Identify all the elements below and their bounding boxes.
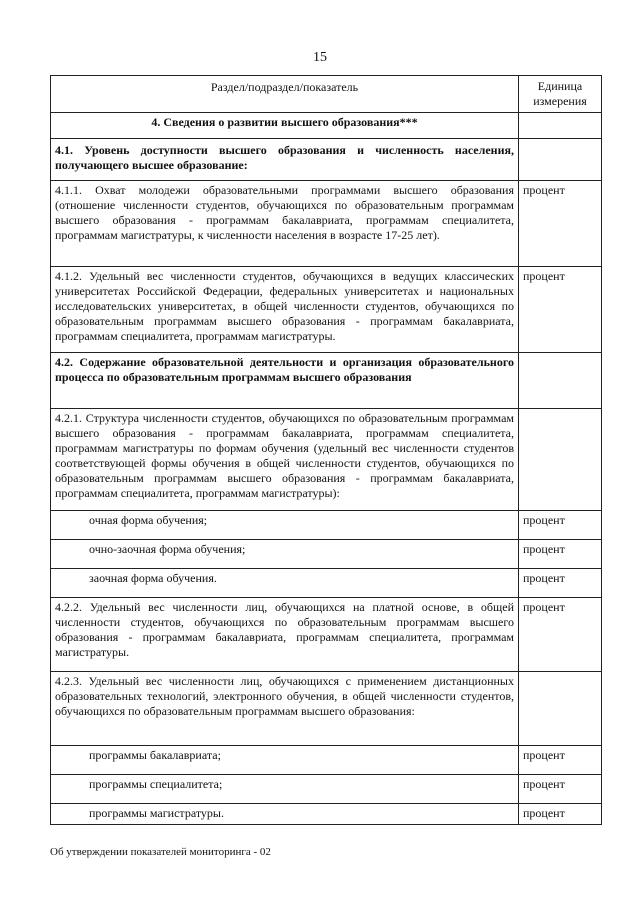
table-row: [51, 267, 602, 353]
row-correspondence-text: заочная форма обучения.: [51, 569, 519, 598]
row-4-1-1-unit: процент: [519, 181, 602, 267]
page-number: 15: [313, 50, 327, 65]
table-row: [51, 746, 602, 775]
row-full-time-unit: процент: [519, 511, 602, 540]
table-row: [51, 569, 602, 598]
row-bachelor-text: программы бакалавриата;: [51, 746, 519, 775]
table-row: [51, 672, 602, 746]
table-row: [51, 775, 602, 804]
document-footer: Об утверждении показателей мониторинга - 02: [50, 846, 271, 858]
table-row: [51, 540, 602, 569]
row-4-2-1-unit: [519, 409, 602, 511]
header-unit: Единица измерения: [519, 76, 602, 113]
row-4-2-text: 4.2. Содержание образовательной деятельности и организация образовательного процесса по образовательным программам высшего образования: [51, 353, 519, 409]
indicator-table: [50, 75, 602, 825]
section-title-unit: [519, 113, 602, 139]
row-4-1-text: 4.1. Уровень доступности высшего образования и численность населения, получающего высшее образование:: [51, 139, 519, 181]
row-4-2-3-text: 4.2.3. Удельный вес численности лиц, обучающихся с применением дистанционных образовательных технологий, электронного обучения, в общей численности студентов, обучающихся по образовательным программам высшего образования:: [51, 672, 519, 746]
row-4-2-2-text: 4.2.2. Удельный вес численности лиц, обучающихся на платной основе, в общей численности студентов, обучающихся по образовательным программам высшего образования - программам бакалавриата, программам специалитета, программам магистратуры.: [51, 598, 519, 672]
table-row: [51, 511, 602, 540]
row-4-1-unit: [519, 139, 602, 181]
table-row: [51, 139, 602, 181]
row-master-unit: процент: [519, 804, 602, 825]
row-4-2-3-unit: [519, 672, 602, 746]
row-full-time-text: очная форма обучения;: [51, 511, 519, 540]
table-header-row: [51, 76, 602, 113]
row-bachelor-unit: процент: [519, 746, 602, 775]
section-title: 4. Сведения о развитии высшего образования***: [51, 113, 519, 139]
table-row: [51, 353, 602, 409]
row-4-2-unit: [519, 353, 602, 409]
row-part-time-unit: процент: [519, 540, 602, 569]
row-4-2-1-text: 4.2.1. Структура численности студентов, обучающихся по образовательным программам высшего образования - программам бакалавриата, программам специалитета, программам магистратуры по формам обучения (удельный вес численности студентов соответствующей формы обучения в общей численности студентов, обучающихся по образовательным программам высшего образования - программам бакалавриата, программам специалитета, программам магистратуры):: [51, 409, 519, 511]
row-4-1-2-text: 4.1.2. Удельный вес численности студентов, обучающихся в ведущих классических университетах Российской Федерации, федеральных университетах и национальных исследовательских университетах, в общей численности студентов, обучающихся по образовательным программам высшего образования - программам бакалавриата, программам специалитета, программам магистратуры.: [51, 267, 519, 353]
section-title-row: [51, 113, 602, 139]
table-row: [51, 181, 602, 267]
row-correspondence-unit: процент: [519, 569, 602, 598]
table-row: [51, 409, 602, 511]
row-specialist-unit: процент: [519, 775, 602, 804]
header-section-indicator: Раздел/подраздел/показатель: [51, 76, 519, 113]
table-row: [51, 598, 602, 672]
row-4-1-1-text: 4.1.1. Охват молодежи образовательными программами высшего образования (отношение численности студентов, обучающихся по образовательным программам высшего образования - программам бакалавриата, программам специалитета, программам магистратуры, к численности населения в возрасте 17-25 лет).: [51, 181, 519, 267]
row-4-2-2-unit: процент: [519, 598, 602, 672]
table-row: [51, 804, 602, 825]
row-specialist-text: программы специалитета;: [51, 775, 519, 804]
row-master-text: программы магистратуры.: [51, 804, 519, 825]
row-4-1-2-unit: процент: [519, 267, 602, 353]
row-part-time-text: очно-заочная форма обучения;: [51, 540, 519, 569]
